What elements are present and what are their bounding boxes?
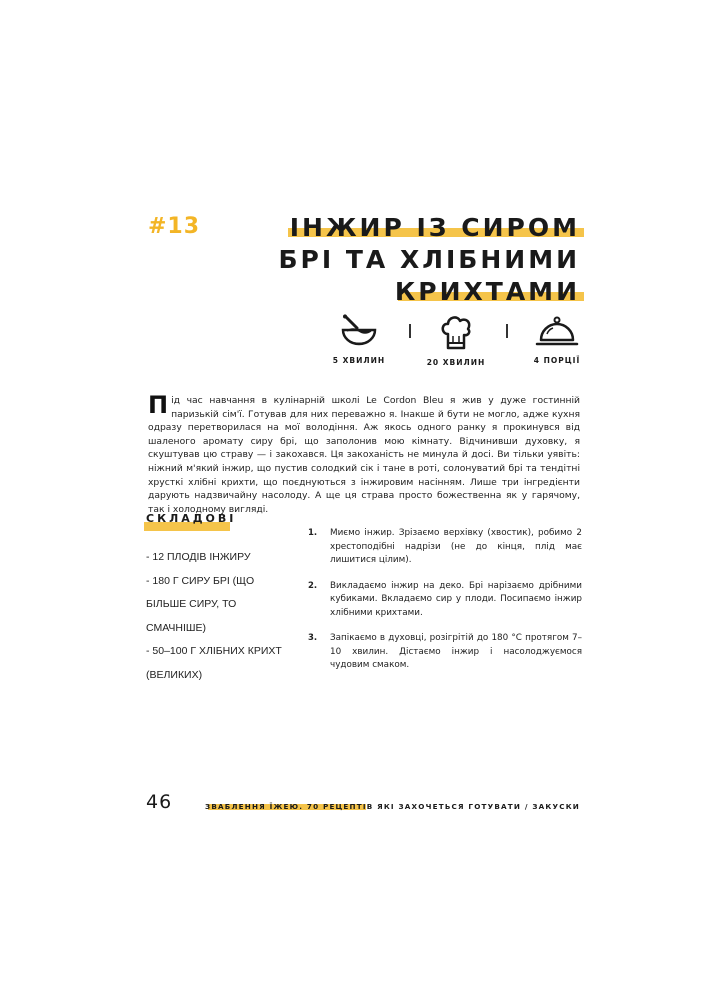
step-item xyxy=(308,527,582,568)
ingredients-heading-block xyxy=(146,512,236,525)
ingredient-item: - 12 ПЛОДІВ ІНЖИРУ xyxy=(146,551,251,563)
running-footer: ЗВАБЛЕННЯ ЇЖЕЮ. 70 РЕЦЕПТІВ ЯКІ ЗАХОЧЕТЬСЯ ГОТУВАТИ / ЗАКУСКИ xyxy=(205,802,580,811)
serving-cloche-icon xyxy=(535,314,579,350)
drop-cap: П xyxy=(148,391,169,419)
prep-time-label: 5 ХВИЛИН xyxy=(332,356,386,365)
step-text: Миємо інжир. Зрізаємо верхівку (хвостик), робимо 2 хрестоподібні надрізи (не до кінця, плід має лишитися цілим). xyxy=(330,528,582,565)
ingredients-heading: СКЛАДОВІ xyxy=(146,512,237,525)
meta-divider xyxy=(409,324,411,338)
recipe-number: #13 xyxy=(148,214,201,239)
mixing-bowl-icon xyxy=(339,314,379,350)
step-text: Запікаємо в духовці, розігрітій до 180 °C протягом 7–10 хвилин. Дістаємо інжир і насолоджуємося чудовим смаком. xyxy=(330,633,582,670)
prep-time xyxy=(324,314,394,365)
chef-hat-icon xyxy=(438,314,474,352)
step-number: 2. xyxy=(308,580,318,591)
step-text: Викладаємо інжир на деко. Брі нарізаємо дрібними кубиками. Вкладаємо сир у плоди. Посипаємо інжир хлібними крихтами. xyxy=(330,580,582,618)
method-steps xyxy=(308,527,582,685)
ingredient-item: - 180 Г СИРУ БРІ (ЩО БІЛЬШЕ СИРУ, ТО СМАЧНІШЕ) xyxy=(146,574,255,634)
recipe-title-line-1: ІНЖИР ІЗ СИРОМ xyxy=(289,213,580,242)
servings xyxy=(522,314,592,365)
cook-time xyxy=(421,314,491,367)
ingredient-item: - 50–100 Г ХЛІБНИХ КРИХТ (ВЕЛИКИХ) xyxy=(146,645,282,681)
ingredients-list xyxy=(146,546,286,687)
meta-divider xyxy=(506,324,508,338)
recipe-title-line-3: КРИХТАМИ xyxy=(394,277,580,306)
intro-text: ід час навчання в кулінарній школі Le Cordon Bleu я жив у дуже гостинній паризькій сім'ї. Готував для них переважно я. Інакше й бути не могло, адже кухня одразу перетворилася на мої володіння. Аж якось одного ранку я прокинувся від шаленого аромату сиру брі, що заполонив мою кімнату. Відчинивши духовку, я скуштував цю страву — і закохався. Ця закоханість не минула й досі. Ви тільки уявіть: ніжний м'який інжир, що пустив солодкий сік і тане в роті, солонуватий брі та тендітні хрусткі хлібні крихти, що поєднуються з інжировим насінням. Лише три інгредієнти дарують надзвичайну насолоду. А ще ця страва просто божественна як у гарячому, так і холодному вигляді. xyxy=(148,395,580,515)
recipe-title-line-2: БРІ ТА ХЛІБНИМИ xyxy=(278,245,580,274)
page-number: 46 xyxy=(146,791,173,813)
step-item xyxy=(308,580,582,621)
cook-time-label: 20 ХВИЛИН xyxy=(426,358,486,367)
step-number: 1. xyxy=(308,528,318,538)
step-number: 3. xyxy=(308,633,318,643)
servings-label: 4 ПОРЦІЇ xyxy=(533,356,581,365)
intro-paragraph xyxy=(148,391,580,516)
step-item xyxy=(308,632,582,673)
